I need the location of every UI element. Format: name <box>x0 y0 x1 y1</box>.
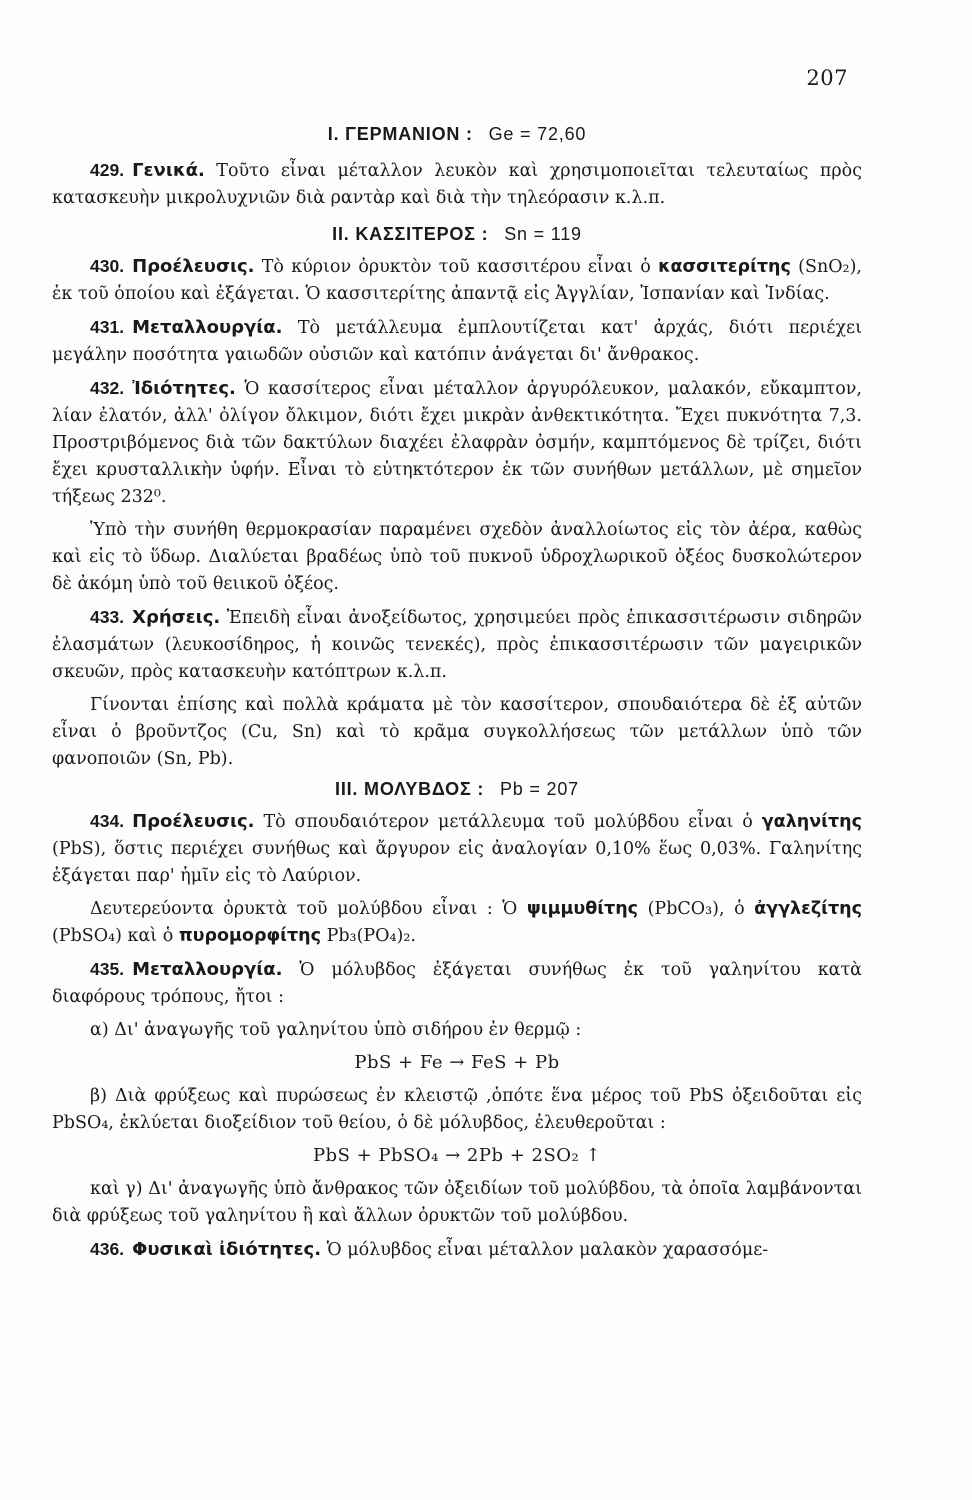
paragraph-title: Φυσικαὶ ἰδιότητες. <box>132 1239 322 1260</box>
paragraph-text: (PbS), ὅστις περιέχει συνήθως καὶ ἄργυρον εἰς ἀναλογίαν 0,10% ἕως 0,03%. Γαληνίτης ἐξάγεται παρ' ἡμῖν εἰς τὸ Λαύριον. <box>52 839 862 886</box>
paragraph-436 <box>52 1236 862 1264</box>
paragraph-title: Προέλευσις. <box>132 256 255 277</box>
paragraph-text: Ὁ μόλυβδος ἐξάγεται συνήθως ἐκ τοῦ γαληνίτου κατὰ διαφόρους τρόπους, ἤτοι : <box>52 960 862 1007</box>
paragraph-text: Ὁ κασσίτερος εἶναι μέταλλον ἀργυρόλευκον, μαλακόν, εὔκαμπτον, λίαν ἐλατόν, ἀλλ' ὀλίγον ὄλκιμον, διότι ἔχει μικρὰν ἀνθεκτικότητα. Ἔχει πυκνότητα 7,3. Προστριβόμενος διὰ τῶν δακτύλων διαχέει ἐλαφρὰν ὀσμήν, καμπτόμενος δὲ τρίζει, διότι ἔχει κρυσταλλικὴν ὑφήν. Εἶναι τὸ εὐτηκτότερον ἐκ τῶν συνήθων μετάλλων, μὲ σημεῖον τήξεως 232⁰. <box>52 379 862 507</box>
section-heading-tin <box>52 224 862 245</box>
page-content <box>52 120 862 1270</box>
paragraph-text: Τοῦτο εἶναι μέταλλον λευκὸν καὶ χρησιμοποιεῖται τελευταίως πρὸς κατασκευὴν μικρολυχνιῶν διὰ ραντὰρ καὶ διὰ τὴν τηλεόρασιν κ.λ.π. <box>52 161 862 208</box>
paragraph-text: Δευτερεύοντα ὀρυκτὰ τοῦ μολύβδου εἶναι : Ὁ <box>90 899 518 919</box>
paragraph-title: Ἰδιότητες. <box>132 378 236 399</box>
paragraph-title: Χρήσεις. <box>132 607 221 628</box>
term-cerussite: ψιμμυθίτης <box>526 899 639 919</box>
term-pyromorphite: πυρομορφίτης <box>178 926 321 946</box>
heading-title: I. ΓΕΡΜΑΝΙΟΝ : <box>327 124 473 144</box>
paragraph-number: 429. <box>90 160 125 180</box>
section-heading-lead <box>52 779 862 800</box>
paragraph-text: Ὁ μόλυβδος εἶναι μέταλλον μαλακὸν χαρασσόμε- <box>326 1240 769 1260</box>
heading-formula: Pb = 207 <box>500 779 579 799</box>
paragraph-431 <box>52 314 862 369</box>
paragraph-text: Ἐπειδὴ εἶναι ἀνοξείδωτος, χρησιμεύει πρὸς ἐπικασσιτέρωσιν σιδηρῶν ἐλασμάτων (λευκοσίδηρος, ἡ κοινῶς τενεκές), πρὸς ἐπικασσιτέρωσιν τῶν μαγειρικῶν σκευῶν, πρὸς κατασκευὴν κατόπτρων κ.λ.π. <box>52 608 862 682</box>
equation-2: PbS + PbSO₄ → 2Pb + 2SO₂ ↑ <box>312 1145 602 1166</box>
paragraph-433 <box>52 604 862 686</box>
paragraph-number: 430. <box>90 256 125 276</box>
paragraph-434-continued <box>52 896 862 950</box>
method-alpha: α) Δι' ἀναγωγῆς τοῦ γαληνίτου ὑπὸ σιδήρου ἐν θερμῷ : <box>90 1020 582 1040</box>
paragraph-text: Pb₃(PO₄)₂. <box>326 926 416 946</box>
page-number: 207 <box>806 66 848 90</box>
equation-1: PbS + Fe → FeS + Pb <box>354 1052 560 1073</box>
term-anglesite: ἀγγλεζίτης <box>754 899 862 919</box>
paragraph-430 <box>52 253 862 308</box>
term-galena: γαληνίτης <box>761 812 862 832</box>
paragraph-text: Τὸ μετάλλευμα ἐμπλουτίζεται κατ' ἀρχάς, διότι περιέχει μεγάλην ποσότητα γαιωδῶν οὐσιῶν καὶ κατόπιν ἀνάγεται δι' ἄνθρακος. <box>52 318 862 365</box>
paragraph-number: 433. <box>90 607 125 627</box>
paragraph-text: Τὸ κύριον ὀρυκτὸν τοῦ κασσιτέρου εἶναι ὁ <box>261 257 651 277</box>
paragraph-text: (PbSO₄) καὶ ὁ <box>52 926 174 946</box>
paragraph-number: 436. <box>90 1239 125 1259</box>
paragraph-title: Προέλευσις. <box>132 811 255 832</box>
heading-title: II. ΚΑΣΣΙΤΕΡΟΣ : <box>332 224 489 244</box>
paragraph-433-continued: Γίνονται ἐπίσης καὶ πολλὰ κράματα μὲ τὸν κασσίτερον, σπουδαιότερα δὲ ἐξ αὐτῶν εἶναι ὁ βροῦντζος (Cu, Sn) καὶ τὸ κρᾶμα συγκολλήσεως τῶν μετάλλων ὑπὸ τῶν φανοποιῶν (Sn, Pb). <box>52 695 862 769</box>
method-gamma: καὶ γ) Δι' ἀναγωγῆς ὑπὸ ἄνθρακος τῶν ὀξειδίων τοῦ μολύβδου, τὰ ὁποῖα λαμβάνονται διὰ φρύξεως τοῦ γαληνίτου ἢ καὶ ἄλλων ὀρυκτῶν τοῦ μολύβδου. <box>52 1179 862 1226</box>
paragraph-435 <box>52 956 862 1011</box>
paragraph-number: 435. <box>90 959 125 979</box>
paragraph-434 <box>52 808 862 890</box>
section-heading-germanium <box>52 124 862 145</box>
heading-formula: Sn = 119 <box>504 224 582 244</box>
paragraph-number: 434. <box>90 811 125 831</box>
method-beta: β) Διὰ φρύξεως καὶ πυρώσεως ἐν κλειστῷ ,ὁπότε ἕνα μέρος τοῦ PbS ὀξειδοῦται εἰς PbSO₄, ἐκλύεται διοξείδιον τοῦ θείου, ὁ δὲ μόλυβδος, ἐλευθεροῦται : <box>52 1086 862 1133</box>
paragraph-text: (SnO₂), ἐκ τοῦ ὁποίου καὶ ἐξάγεται. Ὁ κασσιτερίτης ἀπαντᾷ εἰς Ἀγγλίαν, Ἰσπανίαν καὶ Ἰνδίας. <box>52 257 862 304</box>
paragraph-title: Μεταλλουργία. <box>132 959 283 980</box>
paragraph-429 <box>52 157 862 212</box>
paragraph-text: (PbCO₃), ὁ <box>647 899 745 919</box>
paragraph-title: Γενικά. <box>132 160 205 181</box>
paragraph-text: Τὸ σπουδαιότερον μετάλλευμα τοῦ μολύβδου εἶναι ὁ <box>263 812 753 832</box>
heading-title: III. ΜΟΛΥΒΔΟΣ : <box>335 779 485 799</box>
paragraph-title: Μεταλλουργία. <box>132 317 283 338</box>
paragraph-number: 431. <box>90 317 125 337</box>
paragraph-number: 432. <box>90 378 125 398</box>
term-cassiterite: κασσιτερίτης <box>658 257 791 277</box>
paragraph-432 <box>52 375 862 511</box>
heading-formula: Ge = 72,60 <box>488 124 587 144</box>
paragraph-432-continued: Ὑπὸ τὴν συνήθη θερμοκρασίαν παραμένει σχεδὸν ἀναλλοίωτος εἰς τὸν ἀέρα, καθὼς καὶ εἰς τὸ ὕδωρ. Διαλύεται βραδέως ὑπὸ τοῦ πυκνοῦ ὑδροχλωρικοῦ ὀξέος δυσκολώτερον δὲ ἀκόμη ὑπὸ τοῦ θειικοῦ ὀξέος. <box>52 520 862 594</box>
